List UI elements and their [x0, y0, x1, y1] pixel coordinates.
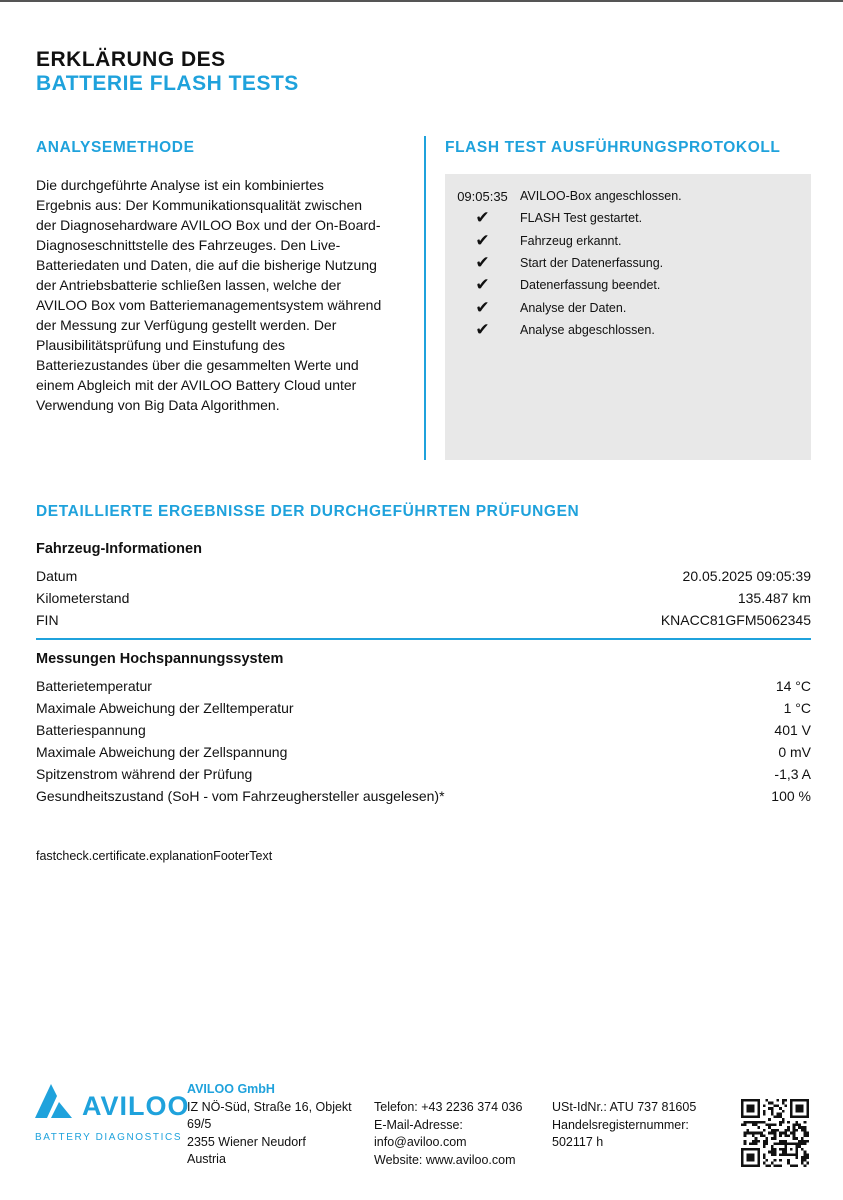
protocol-row [445, 230, 811, 252]
analysis-heading: ANALYSEMETHODE [36, 139, 195, 156]
protocol-message: Analyse der Daten. [520, 300, 627, 315]
analysis-text-line: Diagnoseschnittstelle des Fahrzeuges. Den Live- [36, 237, 341, 253]
row-value: 14 °C [775, 678, 811, 694]
protocol-row [445, 252, 811, 274]
row-label: Gesundheitszustand (SoH - vom Fahrzeughersteller ausgelesen)* [36, 788, 445, 804]
page-title [36, 48, 299, 96]
analysis-text [36, 175, 408, 415]
protocol-message: Datenerfassung beendet. [520, 278, 661, 293]
footer-registry-label: Handelsregisternummer: [552, 1117, 689, 1132]
row-value: KNACC81GFM5062345 [660, 612, 811, 628]
table-row [36, 675, 811, 697]
table-row [36, 697, 811, 719]
row-value: 100 % [771, 788, 811, 804]
protocol-message: Fahrzeug erkannt. [520, 233, 622, 248]
table-row [36, 609, 811, 631]
protocol-row [445, 185, 811, 207]
row-value: 401 V [774, 722, 811, 738]
row-value: 135.487 km [737, 590, 811, 606]
hv-measurements-table [36, 675, 811, 807]
protocol-message: AVILOO-Box angeschlossen. [520, 189, 682, 204]
checkmark-icon: ✔ [475, 230, 490, 250]
footer-note: fastcheck.certificate.explanationFooterText [36, 849, 273, 863]
analysis-text-line: AVILOO Box vom Batteriemanagementsystem während [36, 297, 382, 313]
row-label: Kilometerstand [36, 590, 130, 606]
table-row [36, 741, 811, 763]
qr-code-icon [741, 1099, 809, 1167]
footer-email-label: E-Mail-Adresse: [374, 1117, 463, 1132]
row-value: -1,3 A [774, 766, 811, 782]
footer-address-line: Austria [187, 1152, 226, 1166]
checkmark-icon: ✔ [475, 253, 490, 273]
vehicle-info-heading: Fahrzeug-Informationen [36, 541, 202, 557]
protocol-message: FLASH Test gestartet. [520, 211, 643, 226]
footer-contact [374, 1099, 549, 1169]
footer-registry [552, 1099, 727, 1152]
page-title-line2: BATTERIE FLASH TESTS [36, 72, 299, 95]
protocol-row [445, 296, 811, 318]
table-row [36, 719, 811, 741]
footer-address [187, 1081, 367, 1169]
analysis-text-line: der Antriebsbatterie schließen lassen, welche der [36, 277, 342, 293]
table-row [36, 565, 811, 587]
footer-address-line: 2355 Wiener Neudorf [187, 1134, 306, 1149]
checkmark-icon: ✔ [475, 297, 490, 317]
analysis-text-line: Plausibilitätsprüfung und Einstufung des [36, 337, 286, 353]
protocol-row [445, 207, 811, 229]
logo-tagline: BATTERY DIAGNOSTICS [35, 1132, 183, 1143]
footer-registry-number: 502117 h [552, 1135, 604, 1149]
top-rule [0, 0, 843, 2]
analysis-text-line: Batteriedaten und Daten, die auf die bisherige Nutzung [36, 257, 377, 273]
protocol-row [445, 319, 811, 341]
protocol-message: Start der Datenerfassung. [520, 256, 664, 271]
column-divider [424, 136, 426, 460]
results-heading: DETAILLIERTE ERGEBNISSE DER DURCHGEFÜHRTEN PRÜFUNGEN [36, 503, 580, 520]
protocol-log [445, 174, 811, 460]
protocol-row [445, 274, 811, 296]
row-value: 20.05.2025 09:05:39 [682, 568, 811, 584]
protocol-message: Analyse abgeschlossen. [520, 322, 655, 337]
checkmark-icon: ✔ [475, 319, 490, 339]
analysis-text-line: Verwendung von Big Data Algorithmen. [36, 397, 280, 413]
table-row [36, 763, 811, 785]
footer-address-line: 69/5 [187, 1117, 212, 1131]
row-label: Batteriespannung [36, 722, 146, 738]
analysis-text-line: Die durchgeführte Analyse ist ein kombiniertes [36, 177, 324, 193]
checkmark-icon: ✔ [475, 275, 490, 295]
hv-measurements-heading: Messungen Hochspannungssystem [36, 651, 284, 667]
analysis-text-line: einem Abgleich mit der AVILOO Battery Cloud unter [36, 377, 357, 393]
analysis-text-line: Ergebnis aus: Der Kommunikationsqualität zwischen [36, 197, 363, 213]
checkmark-icon: ✔ [475, 208, 490, 228]
footer-vat-id: USt-IdNr.: ATU 737 81605 [552, 1100, 697, 1114]
analysis-text-line: Batteriezustandes über die gesammelten Werte und [36, 357, 359, 373]
footer-company-name: AVILOO GmbH [187, 1082, 275, 1096]
protocol-heading: FLASH TEST AUSFÜHRUNGSPROTOKOLL [445, 139, 781, 156]
footer-address-line: IZ NÖ-Süd, Straße 16, Objekt [187, 1099, 352, 1114]
row-label: Spitzenstrom während der Prüfung [36, 766, 253, 782]
row-label: FIN [36, 612, 59, 628]
footer-phone: Telefon: +43 2236 374 036 [374, 1100, 523, 1114]
vehicle-info-table [36, 565, 811, 631]
logo-wordmark: AVILOO [82, 1091, 190, 1121]
aviloo-logo [35, 1082, 195, 1152]
row-value: 1 °C [783, 700, 811, 716]
row-label: Maximale Abweichung der Zelltemperatur [36, 700, 294, 716]
row-label: Datum [36, 568, 78, 584]
protocol-timestamp: 09:05:35 [457, 188, 508, 204]
footer-website[interactable]: Website: www.aviloo.com [374, 1152, 516, 1167]
logo-mark-icon [35, 1082, 79, 1122]
row-label: Batterietemperatur [36, 678, 152, 694]
analysis-text-line: der Diagnosehardware AVILOO Box und der On-Board- [36, 217, 381, 233]
table-row [36, 785, 811, 807]
row-label: Maximale Abweichung der Zellspannung [36, 744, 288, 760]
section-separator [36, 638, 811, 640]
page-title-line1: ERKLÄRUNG DES [36, 48, 226, 71]
footer-email[interactable]: info@aviloo.com [374, 1135, 467, 1149]
row-value: 0 mV [778, 744, 811, 760]
analysis-text-line: der Messung zur Verfügung gestellt werden. Der [36, 317, 337, 333]
table-row [36, 587, 811, 609]
